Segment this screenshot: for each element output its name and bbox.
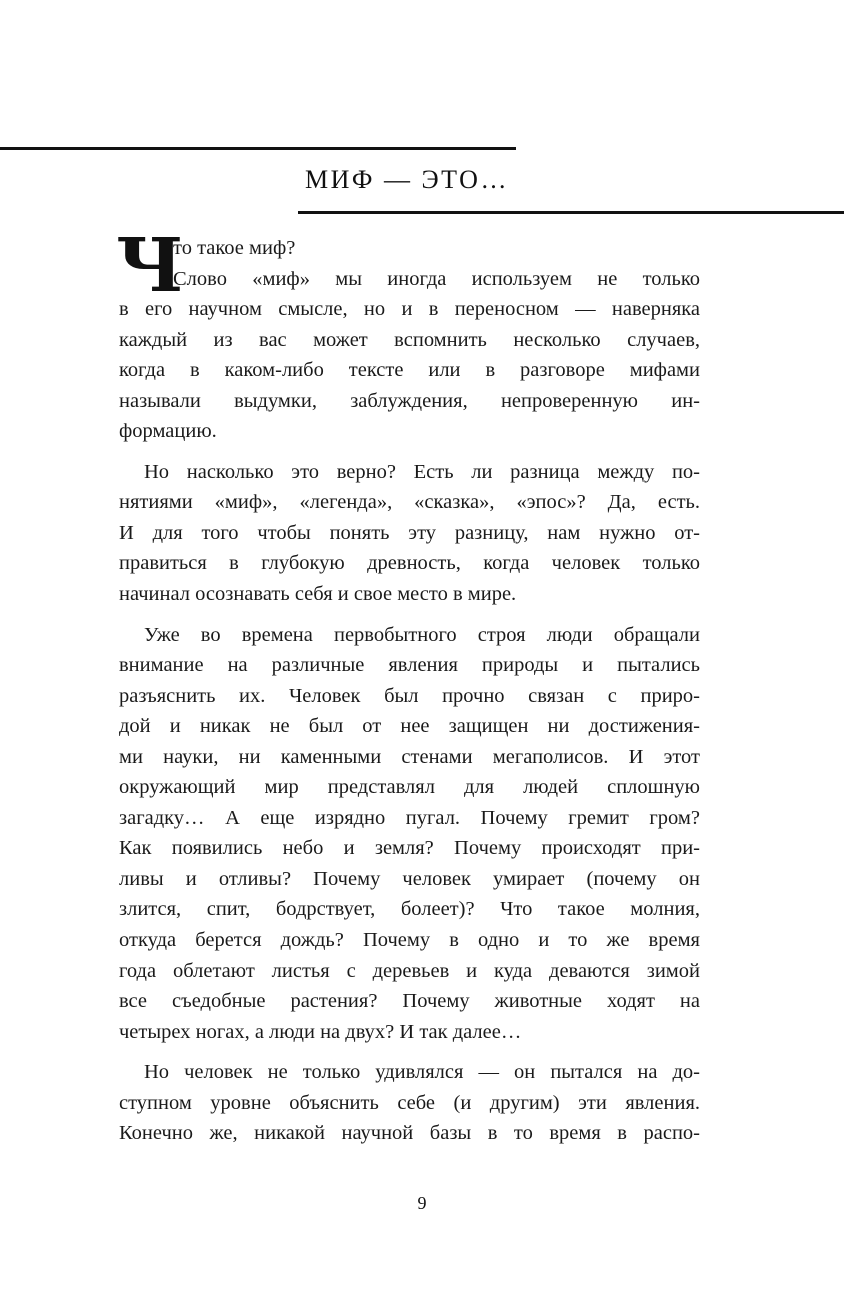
text-line: формацию. <box>119 420 217 443</box>
text-line: злится, спит, бодрствует, болеет)? Что такое молния, <box>119 898 700 921</box>
chapter-rule-bottom <box>298 211 844 214</box>
text-line: правиться в глубокую древность, когда человек только <box>119 552 700 575</box>
page-number: 9 <box>417 1193 427 1213</box>
drop-cap: Ч <box>116 223 184 309</box>
text-line: И для того чтобы понять эту разницу, нам нужно от- <box>119 521 700 544</box>
text-line: дой и никак не был от нее защищен ни достижения- <box>119 715 700 738</box>
text-line: Уже во времена первобытного строя люди обращали <box>144 623 700 646</box>
paragraph-3 <box>119 620 700 1048</box>
text-line: Как появились небо и земля? Почему происходят при- <box>119 837 700 860</box>
text-line: каждый из вас может вспомнить несколько случаев, <box>119 328 700 351</box>
text-line: называли выдумки, заблуждения, непроверенную ин- <box>119 389 700 412</box>
paragraph-1 <box>119 233 700 447</box>
text-line: внимание на различные явления природы и пытались <box>119 654 700 677</box>
text-line: загадку… А еще изрядно пугал. Почему гремит гром? <box>119 806 700 829</box>
text-line: начинал осознавать себя и свое место в мире. <box>119 583 517 606</box>
text-line: ливы и отливы? Почему человек умирает (почему он <box>119 867 700 890</box>
text-line: Но человек не только удивлялся — он пытался на до- <box>144 1061 700 1084</box>
paragraph-4 <box>119 1057 700 1149</box>
text-line: Конечно же, никакой научной базы в то время в распо- <box>119 1122 700 1145</box>
text-line: окружающий мир представлял для людей сплошную <box>119 776 700 799</box>
text-line: Слово «миф» мы иногда используем не только <box>173 267 700 290</box>
body-text <box>119 233 700 1149</box>
text-line: когда в каком-либо тексте или в разговоре мифами <box>119 359 700 382</box>
paragraph-2 <box>119 457 700 610</box>
text-line: нятиями «миф», «легенда», «сказка», «эпос»? Да, есть. <box>119 491 700 514</box>
text-line: четырех ногах, а люди на двух? И так далее… <box>119 1020 522 1043</box>
text-line: откуда берется дождь? Почему в одно и то же время <box>119 929 700 952</box>
text-line: года облетают листья с деревьев и куда деваются зимой <box>119 959 700 982</box>
text-line: Но насколько это верно? Есть ли разница между по- <box>144 460 700 483</box>
text-line: ступном уровне объяснить себе (и другим) эти явления. <box>119 1091 700 1114</box>
text-line: все съедобные растения? Почему животные ходят на <box>119 990 700 1013</box>
text-line: разъяснить их. Человек был прочно связан с приро- <box>119 684 700 707</box>
chapter-title: МИФ — ЭТО… <box>305 165 509 194</box>
text-line: ми науки, ни каменными стенами мегаполисов. И этот <box>119 745 700 768</box>
text-line: в его научном смысле, но и в переносном — наверняка <box>119 298 700 321</box>
chapter-rule-top <box>0 147 516 150</box>
text-line: то такое миф? <box>173 237 296 259</box>
